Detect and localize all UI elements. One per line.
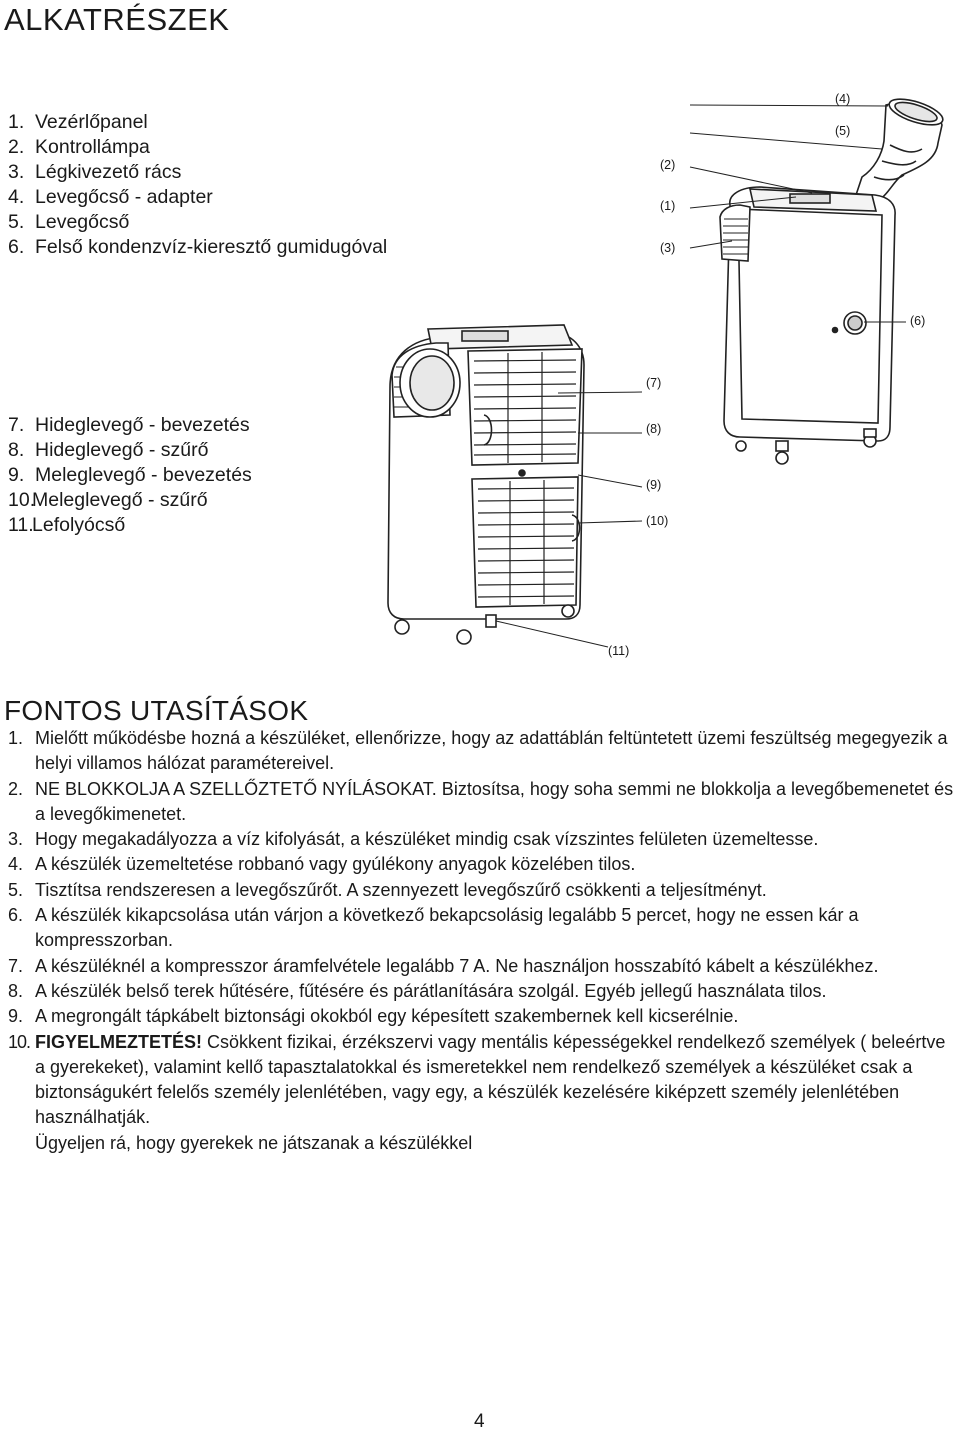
list-item: 5. Levegőcső — [8, 211, 130, 233]
callout-label: (1) — [660, 199, 676, 213]
page-number: 4 — [474, 1411, 485, 1432]
list-item: 9. A megrongált tápkábelt biztonsági okokból egy képesített szakembernek kell kicserélnie. — [8, 1006, 739, 1027]
parts-list-a — [8, 110, 387, 260]
callout-label: (7) — [646, 376, 662, 390]
callout-label: (3) — [660, 241, 676, 255]
unit-rear-illustration — [372, 315, 672, 660]
list-item: 11.Lefolyócső — [8, 514, 126, 536]
list-item: 7. Hideglevegő - bevezetés — [8, 414, 250, 436]
list-item: 2. NE BLOKKOLJA A SZELLŐZTETŐ NYÍLÁSOKAT. Biztosítsa, hogy soha semmi ne blokkolja a levegőbemenetet és a levegőkimenetet. — [8, 778, 954, 824]
callout-label: (4) — [835, 92, 851, 106]
instructions-list — [8, 726, 958, 1156]
callout-label: (11) — [608, 644, 630, 658]
list-item: 8. Hideglevegő - szűrő — [8, 439, 209, 461]
callout-label: (6) — [910, 314, 926, 328]
callout-label: (5) — [835, 124, 851, 138]
callout-label: (10) — [646, 514, 669, 528]
list-item-warning: 10. FIGYELMEZTETÉS! Csökkent fizikai, érzékszervi vagy mentális képességekkel rendelkező személyek ( beleértve a gyerekeket), valamint kellő tapasztalatokkal és ismeretekkel nem rendelkező személyek a készüléket csak a biztonságukért felelős személy jelenlétében, vagy egy, a készülék kezelésére kiképzett személy jelenlétében használhatják. Ügyeljen rá, hogy gyerekek ne játszanak a készülékkel — [8, 1030, 958, 1156]
list-item: 5. Tisztítsa rendszeresen a levegőszűrőt. A szennyezett levegőszűrő csökkenti a teljesítményt. — [8, 879, 767, 900]
list-item: 10.Meleglevegő - szűrő — [8, 489, 208, 511]
list-item: 3. Légkivezető rács — [8, 161, 182, 183]
list-item: 1. Mielőtt működésbe hozná a készüléket, ellenőrizze, hogy az adattáblán feltüntetett üzemi feszültség megegyezik a helyi villamos hálózat paramétereivel. — [8, 728, 948, 774]
callout-label: (8) — [646, 422, 662, 436]
list-item: 7. A készüléknél a kompresszor áramfelvétele legalább 7 A. Ne használjon hosszabító kábelt a készülékhez. — [8, 955, 879, 976]
list-item: 1. Vezérlőpanel — [8, 111, 148, 133]
section-title-parts: ALKATRÉSZEK — [4, 2, 230, 37]
list-item: 4. A készülék üzemeltetése robbanó vagy gyúlékony anyagok közelében tilos. — [8, 854, 636, 875]
list-item: 8. A készülék belső terek hűtésére, fűtésére és párátlanítására szolgál. Egyéb jellegű használata tilos. — [8, 980, 827, 1001]
callout-label: (2) — [660, 158, 676, 172]
section-title-instructions: FONTOS UTASÍTÁSOK — [4, 695, 309, 726]
unit-front-illustration — [650, 85, 950, 480]
warning-extra: Ügyeljen rá, hogy gyerekek ne játszanak a készülékkel — [35, 1132, 473, 1153]
list-item: 3. Hogy megakadályozza a víz kifolyását, a készüléket mindig csak vízszintes felületen üzemeltesse. — [8, 829, 819, 850]
callout-label: (9) — [646, 478, 662, 492]
list-item: 2. Kontrollámpa — [8, 136, 150, 158]
list-item: 6. A készülék kikapcsolása után várjon a következő bekapcsolásig legalább 5 percet, hogy ne essen kár a kompresszorban. — [8, 905, 859, 951]
parts-list-b — [8, 413, 252, 538]
warning-label: FIGYELMEZTETÉS! — [35, 1031, 203, 1052]
list-item: 6. Felső kondenzvíz-kieresztő gumidugóval — [8, 236, 388, 258]
list-item: 4. Levegőcső - adapter — [8, 186, 213, 208]
list-item: 9. Meleglevegő - bevezetés — [8, 464, 252, 486]
